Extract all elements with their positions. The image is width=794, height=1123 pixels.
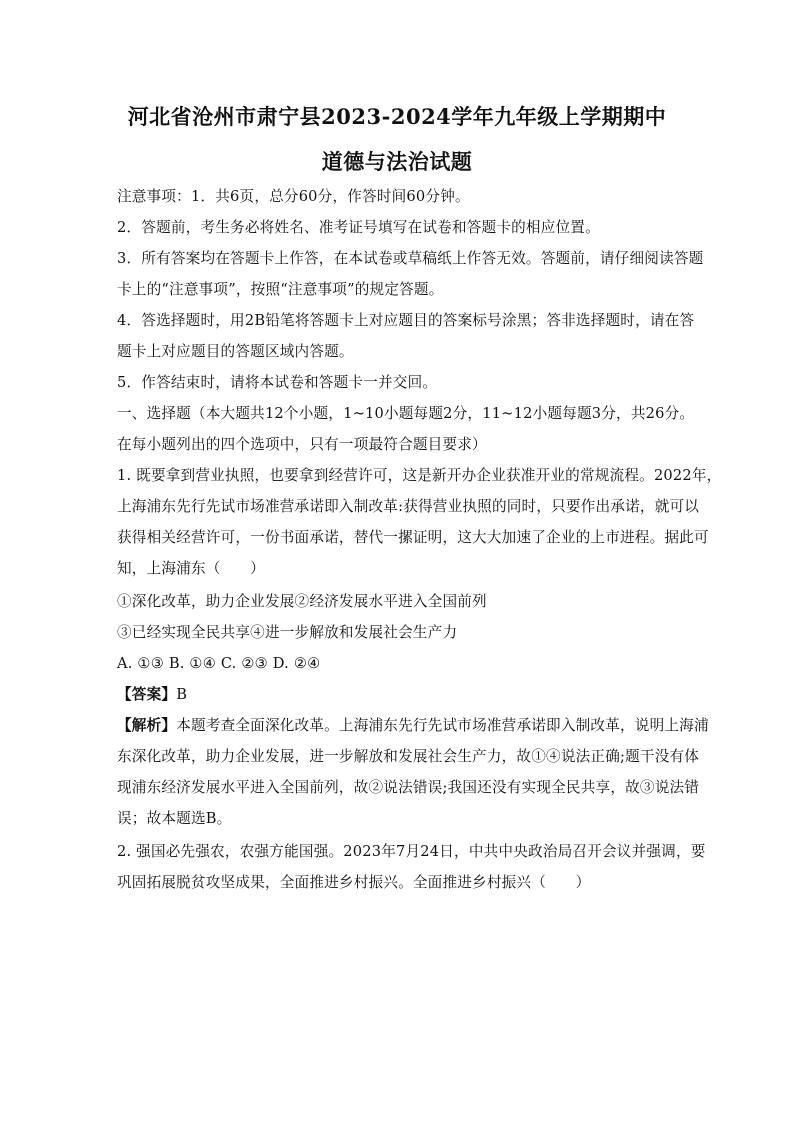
analysis-label: 【解析】 bbox=[117, 717, 177, 734]
notes-line: 2．答题前，考生务必将姓名、准考证号填写在试卷和答题卡的相应位置。 bbox=[117, 219, 600, 236]
exam-title-line2: 道德与法治试题 bbox=[321, 149, 473, 174]
notes-line: 3．所有答案均在答题卡上作答，在本试卷或草稿纸上作答无效。答题前，请仔细阅读答题 bbox=[117, 250, 704, 267]
q1-answer bbox=[117, 685, 187, 705]
q1-options: A. ①③ B. ①④ C. ②③ D. ②④ bbox=[117, 655, 321, 672]
q1-analysis-line: 现浦东经济发展水平进入全国前列，故②说法错误;我国还没有实现全民共享，故③说法错 bbox=[117, 779, 700, 796]
q1-stem-line: 1. 既要拿到营业执照，也要拿到经营许可，这是新开办企业获准开业的常规流程。2022年， bbox=[117, 467, 722, 484]
notes-line: 注意事项：1．共6页，总分60分，作答时间60分钟。 bbox=[117, 188, 470, 205]
notes-line: 4．答选择题时，用2B铅笔将答题卡上对应题目的答案标号涂黑；答非选择题时，请在答 bbox=[117, 312, 695, 329]
analysis-text: 本题考查全面深化改革。上海浦东先行先试市场准营承诺即入制改革，说明上海浦 bbox=[176, 717, 709, 734]
answer-value: B bbox=[176, 686, 188, 703]
exam-title-line1: 河北省沧州市肃宁县2023-2024学年九年级上学期期中 bbox=[127, 104, 667, 129]
q1-analysis-line bbox=[117, 716, 709, 736]
answer-label: 【答案】 bbox=[117, 686, 177, 703]
q1-analysis-line: 误；故本题选B。 bbox=[117, 810, 232, 827]
q1-item-line: ①深化改革，助力企业发展②经济发展水平进入全国前列 bbox=[117, 593, 487, 610]
q1-analysis-line: 东深化改革，助力企业发展，进一步解放和发展社会生产力，故①④说法正确;题干没有体 bbox=[117, 748, 700, 765]
notes-line: 5．作答结束时，请将本试卷和答题卡一并交回。 bbox=[117, 374, 438, 391]
section-heading: 一、选择题（本大题共12个小题，1~10小题每题2分，11~12小题每题3分，共26分。 bbox=[117, 405, 695, 422]
q1-stem-line: 获得相关经营许可，一份书面承诺，替代一摞证明，这大大加速了企业的上市进程。据此可 bbox=[117, 529, 709, 546]
q1-stem-line: 知，上海浦东（ ） bbox=[117, 560, 265, 577]
q2-stem-line: 巩固拓展脱贫攻坚成果，全面推进乡村振兴。全面推进乡村振兴（ ） bbox=[117, 874, 591, 891]
q1-item-line: ③已经实现全民共享④进一步解放和发展社会生产力 bbox=[117, 624, 458, 641]
q1-stem-line: 上海浦东先行先试市场准营承诺即入制改革:获得营业执照的同时，只要作出承诺，就可以 bbox=[117, 498, 700, 515]
section-heading: 在每小题列出的四个选项中，只有一项最符合题目要求） bbox=[117, 436, 487, 453]
notes-line: 卡上的“注意事项”，按照“注意事项”的规定答题。 bbox=[117, 281, 444, 298]
q2-stem-line: 2. 强国必先强农，农强方能国强。2023年7月24日，中共中央政治局召开会议并强调，要 bbox=[117, 843, 706, 860]
notes-line: 题卡上对应题目的答题区域内答题。 bbox=[117, 343, 354, 360]
